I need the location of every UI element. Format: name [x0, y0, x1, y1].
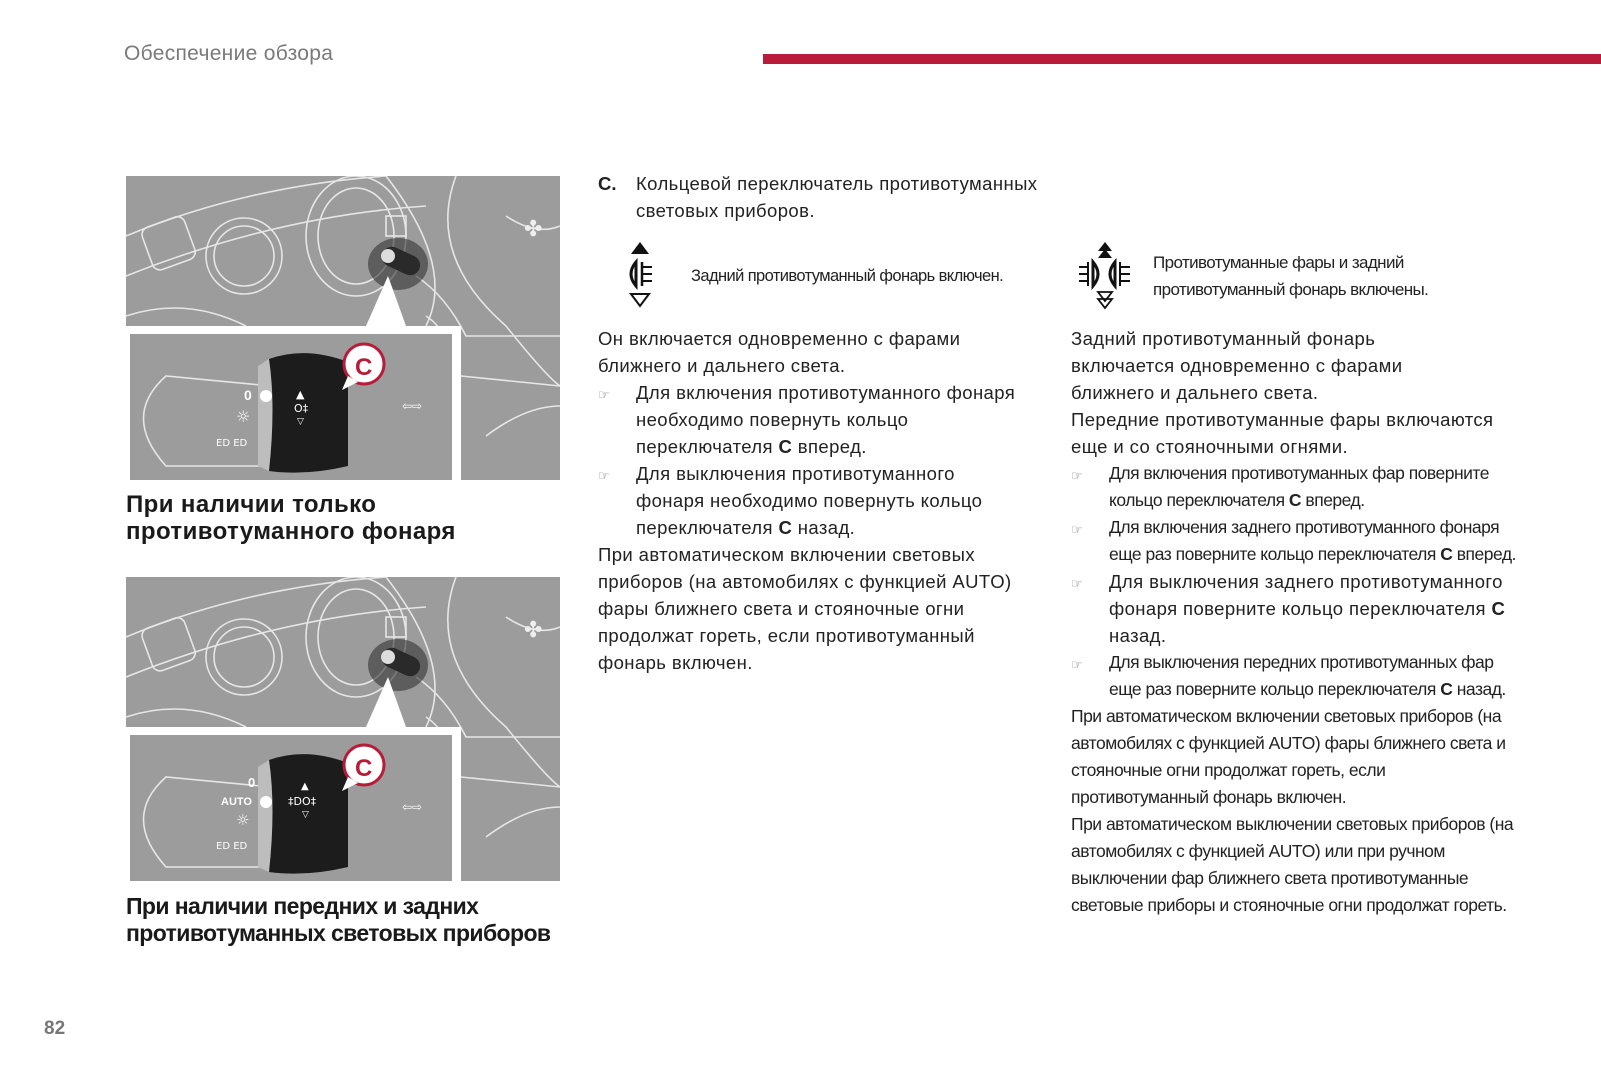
front-rear-fog-indicator-row: [1075, 240, 1493, 312]
middle-column: [598, 170, 1038, 224]
list-item: ☞ Для включения противотуманного фонаря необходимо повернуть кольцо переключателя C вперед.: [598, 379, 1028, 460]
list-item: ☞ Для включения заднего противотуманного фонаря еще раз поверните кольцо переключателя C вперед.: [1071, 514, 1521, 568]
rear-fog-icon: [622, 240, 658, 312]
rear-fog-indicator-label: Задний противотуманный фонарь включен.: [691, 266, 1004, 285]
front-rear-fog-indicator-label: Противотуманные фары и задний противотуманный фонарь включены.: [1153, 253, 1429, 299]
caption-rear-fog-only: При наличии только противотуманного фонаря: [126, 491, 456, 545]
heading-letter: C.: [598, 173, 617, 194]
right-paragraph-3: При автоматическом включении световых приборов (на автомобилях с функцией AUTO) фары ближнего света и стояночные огни продолжат гореть, если противотуманный фонарь включен.: [1071, 706, 1506, 807]
svg-text:ED ED: ED ED: [216, 438, 248, 449]
section-title: Обеспечение обзора: [124, 42, 334, 65]
callout-c: C: [355, 755, 373, 782]
rear-fog-indicator-row: [622, 240, 1003, 312]
heading-text: Кольцевой переключатель противотуманных световых приборов.: [636, 173, 1038, 221]
callout-c: C: [355, 354, 373, 381]
svg-text:▽: ▽: [297, 417, 304, 427]
pointing-hand-icon: ☞: [1071, 468, 1083, 483]
svg-text:0: 0: [244, 387, 252, 403]
caption-front-rear-fog: При наличии передних и задних противотуманных световых приборов: [126, 893, 551, 946]
right-paragraph-4: При автоматическом выключении световых приборов (на автомобилях с функцией AUTO) или при ручном выключении фар ближнего света противотуманные световые приборы и стояночные огни продолжат гореть.: [1071, 814, 1514, 915]
svg-text:▽: ▽: [302, 810, 309, 820]
list-item: ☞ Для выключения заднего противотуманного фонаря поверните кольцо переключателя C назад.: [1071, 568, 1521, 649]
pointing-hand-icon: ☞: [1071, 522, 1083, 537]
right-paragraph-1: Задний противотуманный фонарь включается одновременно с фарами ближнего и дальнего света.: [1071, 328, 1403, 403]
svg-text:☼: ☼: [236, 407, 251, 426]
mid-paragraph-2: При автоматическом включении световых приборов (на автомобилях с функцией AUTO) фары ближнего света и стояночные огни продолжат гореть, если противотуманный фонарь включен.: [598, 544, 1012, 673]
pointing-hand-icon: ☞: [1071, 657, 1083, 672]
svg-text:⇦⇨: ⇦⇨: [402, 800, 423, 814]
pointing-hand-icon: ☞: [598, 387, 610, 402]
svg-text:⇦⇨: ⇦⇨: [402, 399, 423, 413]
switch-c-heading: [598, 170, 1038, 224]
svg-text:ED ED: ED ED: [216, 841, 248, 852]
illustration-front-rear-fog-switch: [126, 577, 560, 881]
svg-text:O‡: O‡: [294, 402, 309, 415]
page-number: 82: [44, 1018, 66, 1039]
svg-text:▲: ▲: [301, 781, 309, 792]
mid-paragraph-1: Он включается одновременно с фарами ближнего и дальнего света.: [598, 328, 961, 376]
right-column: [1071, 325, 1521, 919]
svg-text:0: 0: [248, 775, 256, 790]
list-item: ☞ Для выключения передних противотуманных фар еще раз поверните кольцо переключателя C назад.: [1071, 649, 1521, 703]
pointing-hand-icon: ☞: [1071, 576, 1083, 591]
middle-body: [598, 325, 1028, 676]
svg-text:✤: ✤: [524, 217, 543, 242]
svg-text:‡DO‡: ‡DO‡: [288, 795, 317, 808]
svg-text:✤: ✤: [524, 618, 543, 643]
pointing-hand-icon: ☞: [598, 468, 610, 483]
list-item: ☞ Для выключения противотуманного фонаря необходимо повернуть кольцо переключателя C назад.: [598, 460, 1028, 541]
steering-column-drawing: [126, 577, 560, 881]
svg-text:▲: ▲: [296, 388, 305, 401]
svg-text:☼: ☼: [236, 811, 250, 829]
header-accent-bar: [763, 54, 1601, 64]
right-paragraph-2: Передние противотуманные фары включаются еще и со стояночными огнями.: [1071, 409, 1494, 457]
svg-text:AUTO: AUTO: [221, 796, 252, 808]
steering-column-drawing: [126, 176, 560, 480]
illustration-rear-fog-switch: [126, 176, 560, 480]
list-item: ☞ Для включения противотуманных фар поверните кольцо переключателя C вперед.: [1071, 460, 1521, 514]
front-rear-fog-icon: [1075, 240, 1135, 312]
